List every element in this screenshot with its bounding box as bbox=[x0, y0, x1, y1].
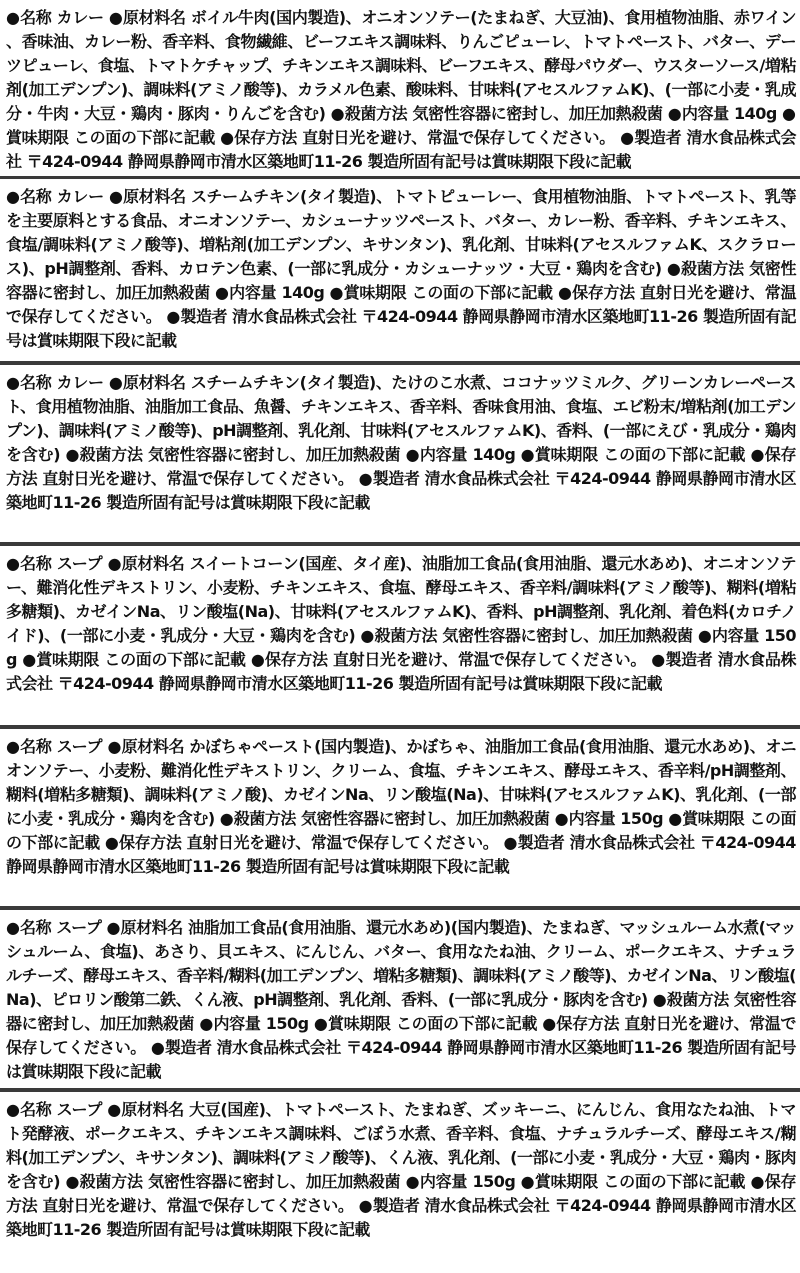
field-value: 気密性容器に密封し、加圧加熱殺菌 bbox=[148, 445, 406, 464]
field-value: 直射日光を避け、常温で保存してください。 bbox=[186, 833, 504, 852]
bullet-icon: ● bbox=[199, 1014, 214, 1033]
field-key: 内容量 bbox=[419, 445, 468, 464]
bullet-icon: ● bbox=[358, 469, 373, 488]
field-value: 清水食品株式会社 〒424-0944 静岡県静岡市清水区築地町11-26 製造所固有記号は賞味期限下段に記載 bbox=[6, 1196, 796, 1239]
bullet-icon: ● bbox=[405, 445, 420, 464]
field-value: この面の下部に記載 bbox=[603, 1172, 751, 1191]
bullet-icon: ● bbox=[108, 187, 124, 206]
bullet-icon: ● bbox=[557, 283, 573, 302]
field-key: 名称 bbox=[20, 918, 52, 937]
field-key: 内容量 bbox=[568, 809, 616, 828]
field-value: 150g bbox=[265, 1014, 314, 1033]
food-label-panel bbox=[0, 729, 800, 906]
field-value: この面の下部に記載 bbox=[395, 1014, 543, 1033]
bullet-icon: ● bbox=[520, 1172, 535, 1191]
field-key: 殺菌方法 bbox=[233, 809, 296, 828]
field-value: 直射日光を避け、常温で保存してください。 bbox=[302, 128, 621, 147]
field-value: 大豆(国産)、トマトペースト、たまねぎ、ズッキーニ、にんじん、食用なたね油、トマト発酵液、ポークエキス、チキンエキス調味料、ごぼう水煮、香辛料、食塩、ナチュラルチーズ、酵母エキス/糊料(加工デンプン、キサンタン)、調味料(アミノ酸等)、くん液、乳化剤、(一部に小麦・乳成分・大豆・鶏肉・豚肉を含む) bbox=[6, 1100, 796, 1191]
field-value: スープ bbox=[56, 554, 108, 573]
field-key: 賞味期限 bbox=[343, 283, 407, 302]
bullet-icon: ● bbox=[6, 737, 21, 756]
bullet-icon: ● bbox=[22, 650, 37, 669]
field-key: 内容量 bbox=[711, 626, 759, 645]
bullet-icon: ● bbox=[166, 307, 181, 326]
field-value: 140g bbox=[281, 283, 330, 302]
bullet-icon: ● bbox=[250, 650, 265, 669]
field-value: 気密性容器に密封し、加圧加熱殺菌 bbox=[412, 104, 668, 123]
bullet-icon: ● bbox=[750, 1172, 765, 1191]
field-key: 内容量 bbox=[419, 1172, 468, 1191]
bullet-icon: ● bbox=[6, 373, 21, 392]
field-key: 原材料名 bbox=[122, 8, 186, 27]
field-key: 名称 bbox=[20, 1100, 52, 1119]
field-value: スープ bbox=[56, 918, 107, 937]
bullet-icon: ● bbox=[219, 809, 234, 828]
field-value: カレー bbox=[56, 373, 109, 392]
field-value: 直射日光を避け、常温で保存してください。 bbox=[42, 1196, 359, 1215]
field-key: 原材料名 bbox=[120, 918, 183, 937]
field-key: 賞味期限 bbox=[328, 1014, 391, 1033]
bullet-icon: ● bbox=[329, 283, 344, 302]
field-value: 150g bbox=[620, 809, 669, 828]
field-key: 名称 bbox=[20, 554, 52, 573]
bullet-icon: ● bbox=[6, 554, 21, 573]
bullet-icon: ● bbox=[150, 1038, 165, 1057]
bullet-icon: ● bbox=[358, 1196, 373, 1215]
field-value: 清水食品株式会社 〒424-0944 静岡県静岡市清水区築地町11-26 製造所固有記号は賞味期限下段に記載 bbox=[6, 128, 797, 171]
field-value: 気密性容器に密封し、加圧加熱殺菌 bbox=[148, 1172, 406, 1191]
field-key: 製造者 bbox=[665, 650, 713, 669]
field-value: スープ bbox=[56, 1100, 108, 1119]
field-key: 製造者 bbox=[180, 307, 228, 326]
field-key: 保存方法 bbox=[556, 1014, 620, 1033]
field-key: 賞味期限 bbox=[6, 128, 69, 147]
field-value: スイートコーン(国産、タイ産)、油脂加工食品(食用油脂、還元水あめ)、オニオンソテー、難消化性デキストリン、小麦粉、チキンエキス、食塩、酵母エキス、香辛料/調味料(アミノ酸等)、糊料(増粘多糖類)、カゼインNa、リン酸塩(Na)、甘味料(アセスルファムK)、香料、pH調整剤、乳化剤、着色料(カロチノイド)、(一部に小麦・乳成分・大豆・鶏肉を含む) bbox=[6, 554, 796, 645]
bullet-icon: ● bbox=[107, 737, 122, 756]
field-key: 原材料名 bbox=[123, 187, 186, 206]
bullet-icon: ● bbox=[520, 445, 535, 464]
bullet-icon: ● bbox=[65, 445, 80, 464]
bullet-icon: ● bbox=[108, 373, 123, 392]
field-key: 内容量 bbox=[229, 283, 277, 302]
field-key: 製造者 bbox=[634, 128, 682, 147]
field-value: 清水食品株式会社 〒424-0944 静岡県静岡市清水区築地町11-26 製造所固有記号は賞味期限下段に記載 bbox=[6, 833, 796, 876]
field-key: 原材料名 bbox=[121, 737, 185, 756]
field-value: 気密性容器に密封し、加圧加熱殺菌 bbox=[442, 626, 698, 645]
field-value: 清水食品株式会社 〒424-0944 静岡県静岡市清水区築地町11-26 製造所固有記号は賞味期限下段に記載 bbox=[6, 1038, 796, 1081]
bullet-icon: ● bbox=[652, 990, 667, 1009]
bullet-icon: ● bbox=[107, 1100, 122, 1119]
field-key: 賞味期限 bbox=[36, 650, 100, 669]
food-label-panel bbox=[0, 546, 800, 725]
bullet-icon: ● bbox=[666, 259, 682, 278]
bullet-icon: ● bbox=[503, 833, 518, 852]
food-label-panel bbox=[0, 910, 800, 1088]
bullet-icon: ● bbox=[542, 1014, 557, 1033]
field-key: 賞味期限 bbox=[534, 1172, 598, 1191]
bullet-icon: ● bbox=[107, 554, 122, 573]
field-value: スープ bbox=[56, 737, 108, 756]
field-value: 140g bbox=[733, 104, 783, 123]
field-key: 殺菌方法 bbox=[79, 1172, 143, 1191]
bullet-icon: ● bbox=[620, 128, 635, 147]
field-key: 名称 bbox=[20, 737, 52, 756]
field-value: この面の下部に記載 bbox=[73, 128, 221, 147]
bullet-icon: ● bbox=[330, 104, 345, 123]
field-value: かぼちゃペースト(国内製造)、かぼちゃ、油脂加工食品(食用油脂、還元水あめ)、オニオンソテー、小麦粉、難消化性デキストリン、クリーム、食塩、チキンエキス、酵母エキス、香辛料/pH調整剤、糊料(増粘多糖類)、調味料(アミノ酸)、カゼインNa、リン酸塩(Na)、甘味料(アセスルファムK)、乳化剤、(一部に小麦・乳成分・鶏肉を含む) bbox=[6, 737, 796, 828]
field-value: 直射日光を避け、常温で保存してください。 bbox=[332, 650, 652, 669]
field-key: 内容量 bbox=[681, 104, 729, 123]
field-key: 殺菌方法 bbox=[344, 104, 408, 123]
field-key: 殺菌方法 bbox=[681, 259, 744, 278]
field-key: 保存方法 bbox=[572, 283, 635, 302]
field-value: 150g bbox=[472, 1172, 521, 1191]
bullet-icon: ● bbox=[313, 1014, 329, 1033]
field-key: 賞味期限 bbox=[534, 445, 598, 464]
bullet-icon: ● bbox=[405, 1172, 420, 1191]
field-key: 保存方法 bbox=[6, 1172, 797, 1215]
field-key: 名称 bbox=[20, 187, 52, 206]
field-key: 製造者 bbox=[517, 833, 565, 852]
field-value: ボイル牛肉(国内製造)、オニオンソテー(たまねぎ、大豆油)、食用植物油脂、赤ワイン、香味油、カレー粉、香辛料、食物繊維、ビーフエキス調味料、りんごピューレ、トマトペースト、バター、デーツピューレ、食塩、トマトケチャップ、チキンエキス調味料、ビーフエキス、酵母パウダー、ウスターソース/増粘剤(加工デンプン)、調味料(アミノ酸等)、カラメル色素、酸味料、甘味料(アセスルファムK)、(一部に小麦・乳成分・牛肉・大豆・鶏肉・豚肉・りんごを含む) bbox=[6, 8, 796, 123]
field-key: 製造者 bbox=[372, 1196, 420, 1215]
field-key: 保存方法 bbox=[264, 650, 328, 669]
field-key: 製造者 bbox=[164, 1038, 212, 1057]
field-value: 140g bbox=[472, 445, 521, 464]
bullet-icon: ● bbox=[6, 8, 21, 27]
food-label-panel bbox=[0, 365, 800, 542]
field-key: 賞味期限 bbox=[682, 809, 745, 828]
field-key: 殺菌方法 bbox=[666, 990, 729, 1009]
bullet-icon: ● bbox=[651, 650, 666, 669]
field-value: この面の下部に記載 bbox=[104, 650, 251, 669]
field-key: 製造者 bbox=[372, 469, 420, 488]
bullet-icon: ● bbox=[108, 8, 123, 27]
field-value: 気密性容器に密封し、加圧加熱殺菌 bbox=[6, 990, 796, 1033]
field-key: 殺菌方法 bbox=[374, 626, 438, 645]
food-label-panel bbox=[0, 179, 800, 361]
field-key: 保存方法 bbox=[234, 128, 297, 147]
field-value: カレー bbox=[56, 8, 109, 27]
field-key: 名称 bbox=[20, 8, 52, 27]
food-label-panel bbox=[0, 0, 800, 176]
food-label-panel bbox=[0, 1092, 800, 1273]
field-key: 保存方法 bbox=[6, 445, 797, 488]
bullet-icon: ● bbox=[106, 918, 121, 937]
bullet-icon: ● bbox=[215, 283, 230, 302]
bullet-icon: ● bbox=[220, 128, 235, 147]
field-value: 清水食品株式会社 〒424-0944 静岡県静岡市清水区築地町11-26 製造所固有記号は賞味期限下段に記載 bbox=[6, 307, 796, 350]
bullet-icon: ● bbox=[6, 1100, 21, 1119]
field-value: 清水食品株式会社 〒424-0944 静岡県静岡市清水区築地町11-26 製造所固有記号は賞味期限下段に記載 bbox=[6, 469, 796, 512]
field-value: 直射日光を避け、常温で保存してください。 bbox=[6, 1014, 796, 1057]
bullet-icon: ● bbox=[667, 104, 682, 123]
field-key: 保存方法 bbox=[118, 833, 182, 852]
field-value: この面の下部に記載 bbox=[411, 283, 558, 302]
field-value: この面の下部に記載 bbox=[6, 809, 797, 852]
bullet-icon: ● bbox=[750, 445, 765, 464]
field-value: 油脂加工食品(食用油脂、還元水あめ)(国内製造)、たまねぎ、マッシュルーム水煮(マッシュルーム、食塩)、あさり、貝エキス、にんじん、バター、食用なたね油、クリーム、ポークエキス、ナチュラルチーズ、酵母エキス、香辛料/糊料(加工デンプン、増粘多糖類)、調味料(アミノ酸等)、カゼインNa、リン酸塩(Na)、ピロリン酸第二鉄、くん液、pH調整剤、乳化剤、香料、(一部に乳成分・豚肉を含む) bbox=[6, 918, 796, 1009]
bullet-icon: ● bbox=[360, 626, 375, 645]
bullet-icon: ● bbox=[554, 809, 569, 828]
field-key: 原材料名 bbox=[121, 554, 185, 573]
field-value: 気密性容器に密封し、加圧加熱殺菌 bbox=[301, 809, 555, 828]
field-key: 名称 bbox=[20, 373, 52, 392]
field-value: 直射日光を避け、常温で保存してください。 bbox=[6, 283, 796, 326]
bullet-icon: ● bbox=[668, 809, 683, 828]
bullet-icon: ● bbox=[6, 918, 21, 937]
field-key: 原材料名 bbox=[123, 373, 186, 392]
bullet-icon: ● bbox=[782, 104, 796, 123]
field-key: 内容量 bbox=[213, 1014, 261, 1033]
field-key: 殺菌方法 bbox=[79, 445, 143, 464]
field-value: 直射日光を避け、常温で保存してください。 bbox=[42, 469, 359, 488]
bullet-icon: ● bbox=[104, 833, 119, 852]
field-value: スチームチキン(タイ製造)、トマトピューレー、食用植物油脂、トマトペースト、乳等を主要原料とする食品、オニオンソテー、カシューナッツペースト、バター、カレー粉、香辛料、チキンエキス、食塩/調味料(アミノ酸等)、増粘剤(加工デンプン、キサンタン)、乳化剤、甘味料(アセスルファムK、スクラロース)、pH調整剤、香料、カロテン色素、(一部に乳成分・カシューナッツ・大豆・鶏肉を含む) bbox=[6, 187, 796, 278]
bullet-icon: ● bbox=[6, 187, 21, 206]
bullet-icon: ● bbox=[65, 1172, 80, 1191]
field-value: スチームチキン(タイ製造)、たけのこ水煮、ココナッツミルク、グリーンカレーペースト、食用植物油脂、油脂加工食品、魚醤、チキンエキス、香辛料、香味食用油、食塩、エビ粉末/増粘剤(加工デンプン)、調味料(アミノ酸等)、pH調整剤、乳化剤、甘味料(アセスルファムK)、香料、(一部にえび・乳成分・鶏肉を含む) bbox=[6, 373, 796, 464]
field-value: 気密性容器に密封し、加圧加熱殺菌 bbox=[6, 259, 797, 302]
field-value: この面の下部に記載 bbox=[603, 445, 751, 464]
field-value: カレー bbox=[56, 187, 109, 206]
bullet-icon: ● bbox=[697, 626, 712, 645]
field-value: 150g bbox=[6, 626, 796, 669]
field-value: 清水食品株式会社 〒424-0944 静岡県静岡市清水区築地町11-26 製造所固有記号は賞味期限下段に記載 bbox=[6, 650, 797, 693]
field-key: 原材料名 bbox=[121, 1100, 184, 1119]
